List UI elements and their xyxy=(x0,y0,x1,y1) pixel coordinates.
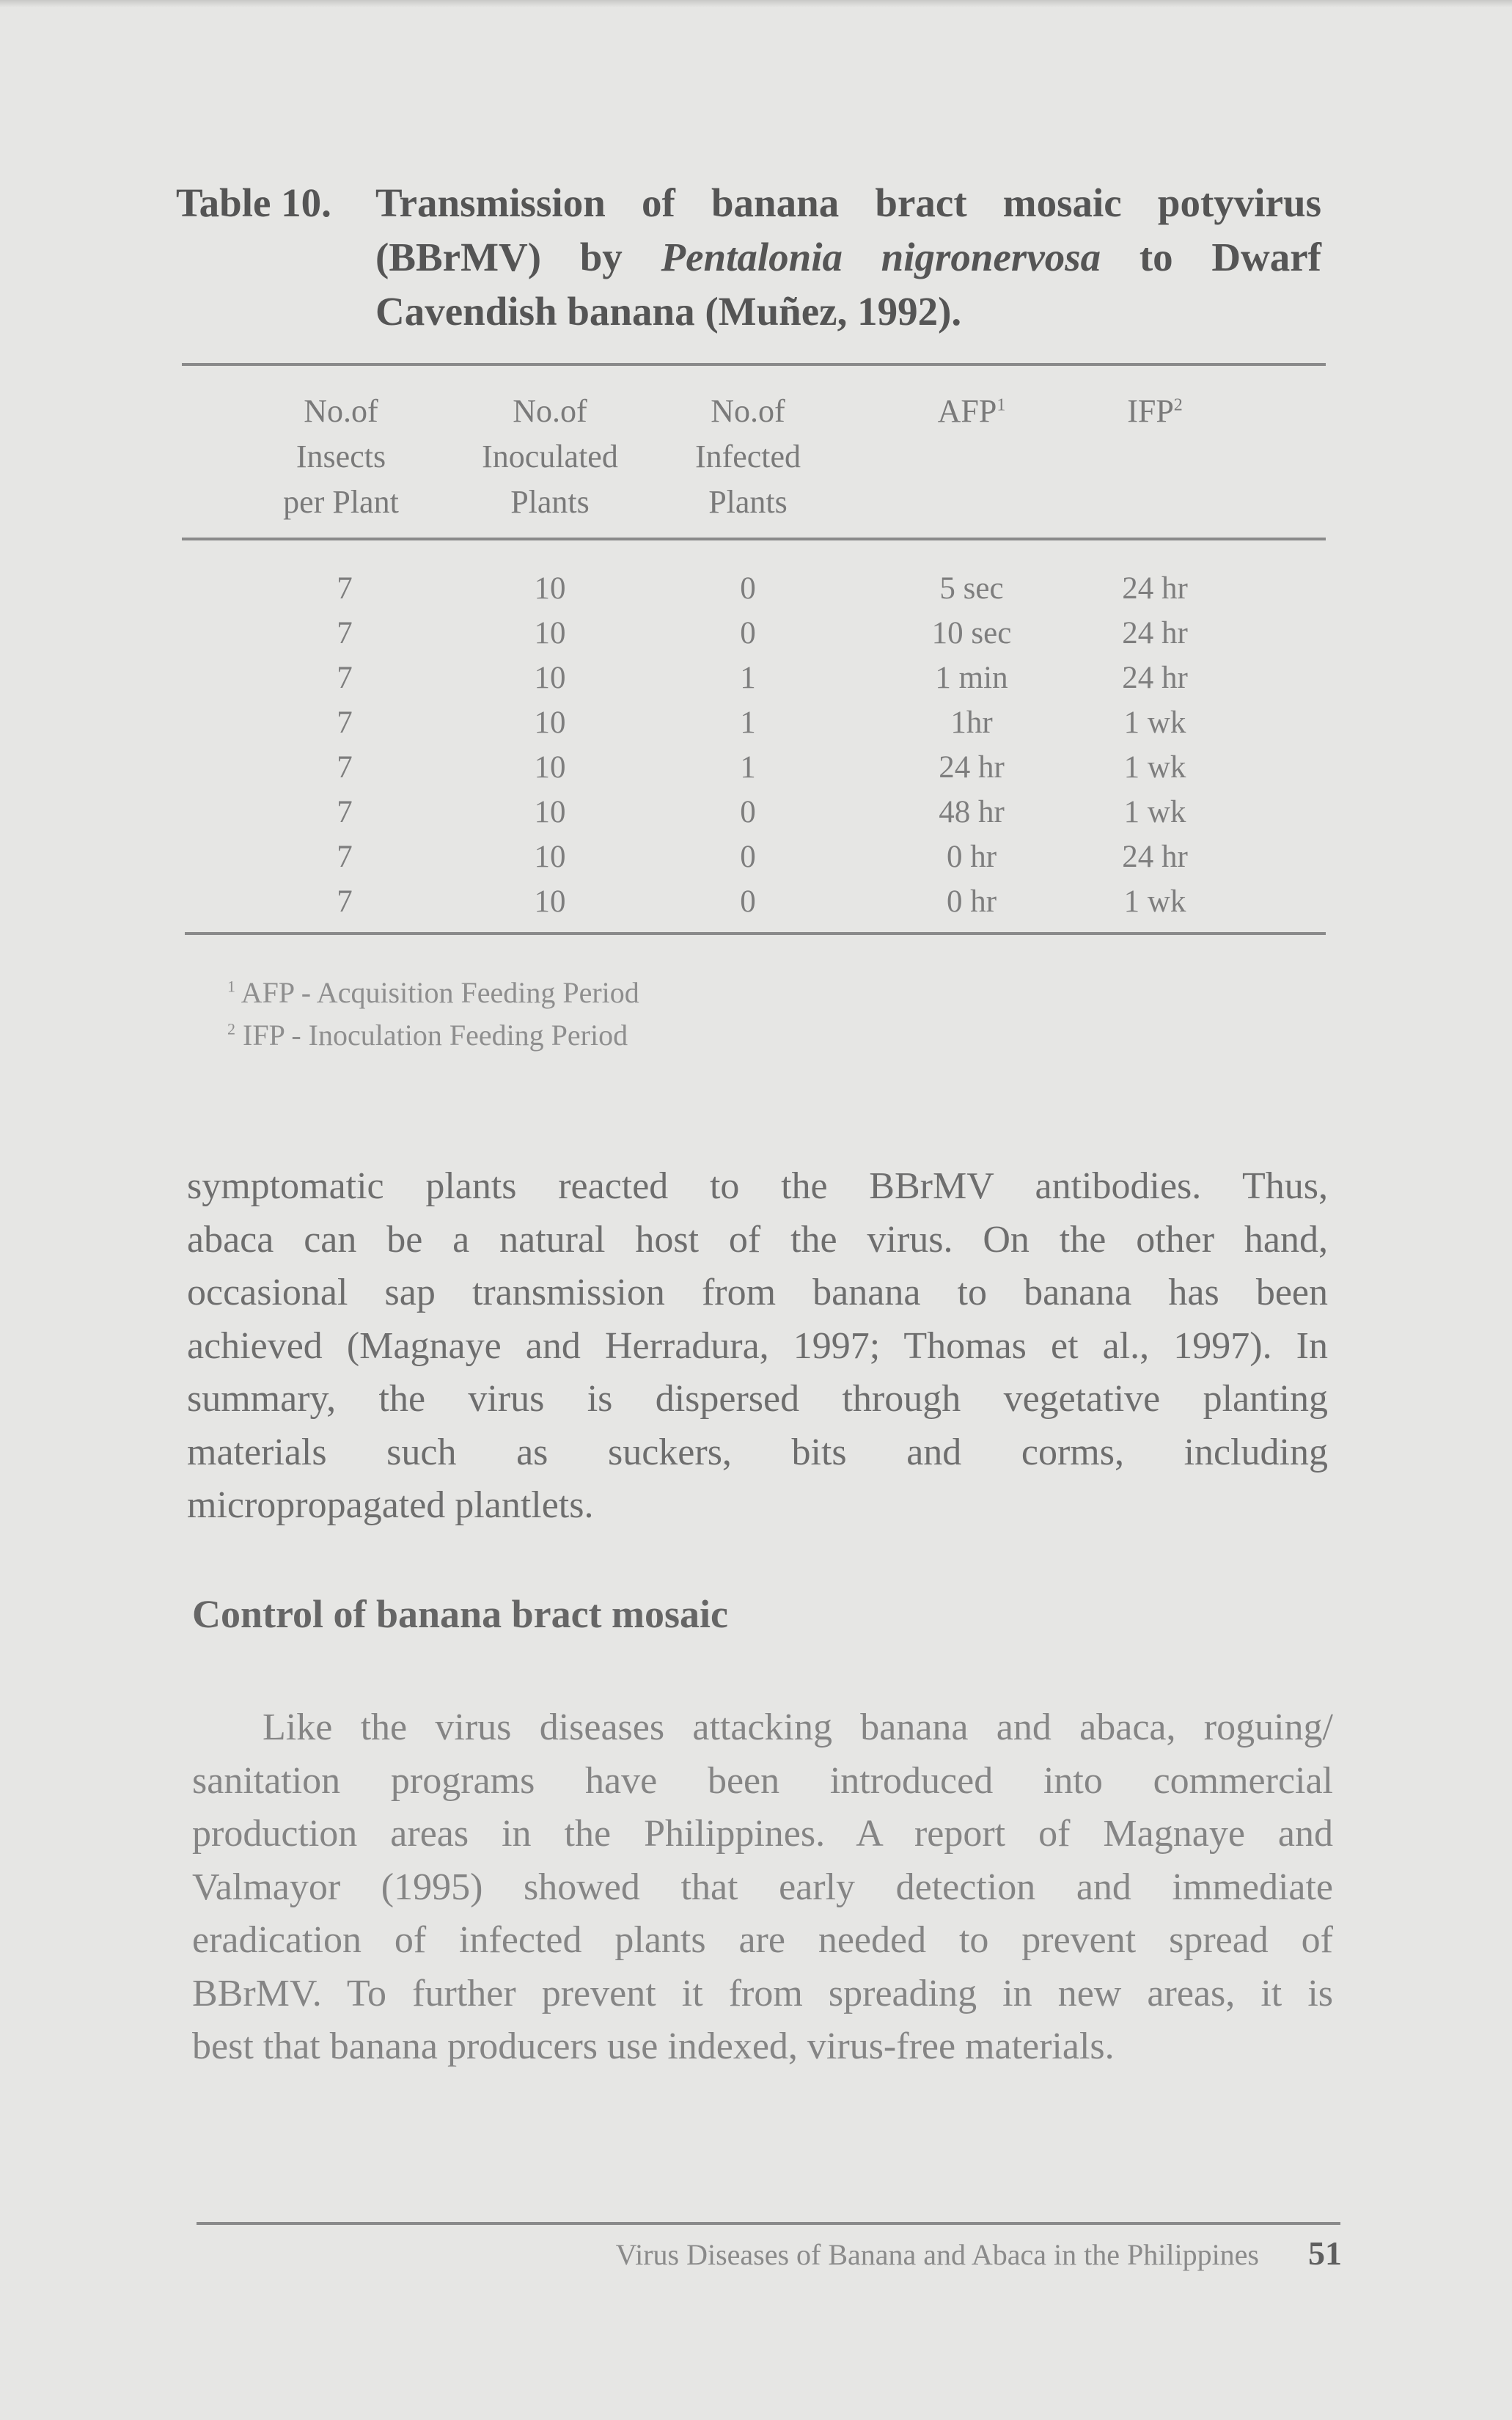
cell-inoculated: 10 xyxy=(534,795,566,829)
cell-insects: 7 xyxy=(337,571,353,606)
caption-line-3: Cavendish banana (Muñez, 1992). xyxy=(375,289,962,334)
table-row xyxy=(0,745,1512,790)
cell-infected: 0 xyxy=(740,795,756,829)
text-line: Like the virus diseases attacking banana and abaca, roguing/ xyxy=(263,1706,1333,1748)
text-line: symptomatic plants reacted to the BBrMV antibodies. Thus, xyxy=(187,1165,1328,1207)
cell-afp: 1hr xyxy=(950,705,993,740)
text-line: occasional sap transmission from banana to banana has been xyxy=(187,1272,1328,1313)
cell-infected: 0 xyxy=(740,840,756,874)
caption-line-2: (BBrMV) by Pentalonia nigronervosa to Dwarf xyxy=(375,235,1321,279)
table-bottom-rule xyxy=(185,932,1326,935)
text-line: best that banana producers use indexed, virus-free materials. xyxy=(192,2025,1115,2067)
cell-ifp: 24 hr xyxy=(1122,571,1188,606)
cell-afp: 24 hr xyxy=(939,750,1005,785)
page-number: 51 xyxy=(1308,2234,1342,2272)
scan-edge-shadow xyxy=(0,0,1512,7)
cell-inoculated: 10 xyxy=(534,840,566,874)
cell-insects: 7 xyxy=(337,750,353,785)
cell-infected: 1 xyxy=(740,705,756,740)
header-infected-plants: No.of Infected Plants xyxy=(694,393,801,520)
cell-afp: 48 hr xyxy=(939,795,1005,829)
table-top-rule xyxy=(182,363,1326,366)
cell-inoculated: 10 xyxy=(534,750,566,785)
cell-insects: 7 xyxy=(337,705,353,740)
text-line: abaca can be a natural host of the virus. On the other hand, xyxy=(187,1218,1328,1261)
cell-afp: 0 hr xyxy=(946,884,997,919)
running-head: Virus Diseases of Banana and Abaca in the Philippines xyxy=(615,2238,1259,2271)
cell-afp: 0 hr xyxy=(946,840,997,874)
cell-ifp: 1 wk xyxy=(1123,795,1186,829)
footnote-afp: $^1$ AFP - Acquisition Feeding Period xyxy=(227,976,639,1009)
cell-infected: 1 xyxy=(740,661,756,695)
table-row xyxy=(0,656,1512,700)
cell-ifp: 1 wk xyxy=(1123,705,1186,740)
table-row xyxy=(0,700,1512,745)
body-paragraph-1 xyxy=(187,1160,1328,1533)
table-row xyxy=(0,879,1512,924)
table-label: Table 10. xyxy=(176,180,331,225)
text-line: eradication of infected plants are needed to prevent spread of xyxy=(192,1919,1333,1961)
text-line: Valmayor (1995) showed that early detection and immediate xyxy=(192,1866,1333,1908)
text-line: micropropagated plantlets. xyxy=(187,1484,594,1526)
section-heading: Control of banana bract mosaic xyxy=(192,1592,729,1636)
text-line: achieved (Magnaye and Herradura, 1997; Thomas et al., 1997). In xyxy=(187,1324,1328,1367)
cell-insects: 7 xyxy=(337,884,353,919)
table-row xyxy=(0,611,1512,656)
table-row xyxy=(0,835,1512,879)
header-afp: AFP$^1$ xyxy=(937,393,1006,429)
species-name: Pentalonia nigronervosa xyxy=(661,235,1101,279)
text-line: production areas in the Philippines. A report of Magnaye and xyxy=(192,1813,1333,1855)
cell-ifp: 24 hr xyxy=(1122,840,1188,874)
cell-insects: 7 xyxy=(337,840,353,874)
footer-rule xyxy=(197,2222,1340,2225)
header-insects-per-plant: No.of Insects per Plant xyxy=(283,393,399,520)
cell-afp: 5 sec xyxy=(939,571,1004,606)
text-line: sanitation programs have been introduced into commercial xyxy=(192,1759,1333,1802)
cell-inoculated: 10 xyxy=(534,616,566,650)
cell-insects: 7 xyxy=(337,661,353,695)
cell-insects: 7 xyxy=(337,616,353,650)
cell-insects: 7 xyxy=(337,795,353,829)
table-row xyxy=(0,790,1512,835)
caption-line-1: Transmission of banana bract mosaic potyvirus xyxy=(375,180,1321,225)
text-line: summary, the virus is dispersed through vegetative planting xyxy=(187,1378,1328,1420)
table-header-rule xyxy=(182,538,1326,540)
cell-afp: 10 sec xyxy=(931,616,1012,650)
cell-inoculated: 10 xyxy=(534,571,566,606)
cell-infected: 0 xyxy=(740,571,756,606)
table-title xyxy=(375,176,1321,339)
page-footer xyxy=(0,2229,1512,2281)
cell-infected: 0 xyxy=(740,884,756,919)
cell-ifp: 24 hr xyxy=(1122,661,1188,695)
header-inoculated-plants: No.of Inoculated Plants xyxy=(482,393,618,520)
cell-inoculated: 10 xyxy=(534,661,566,695)
header-ifp: IFP$^2$ xyxy=(1127,393,1183,429)
body-paragraph-2 xyxy=(192,1701,1333,2074)
cell-inoculated: 10 xyxy=(534,884,566,919)
table-footnotes xyxy=(227,972,639,1057)
cell-ifp: 24 hr xyxy=(1122,616,1188,650)
table-row xyxy=(0,566,1512,611)
cell-infected: 0 xyxy=(740,616,756,650)
cell-ifp: 1 wk xyxy=(1123,750,1186,785)
cell-ifp: 1 wk xyxy=(1123,884,1186,919)
footnote-ifp: $^2$ IFP - Inoculation Feeding Period xyxy=(227,1019,628,1052)
cell-infected: 1 xyxy=(740,750,756,785)
cell-afp: 1 min xyxy=(935,661,1008,695)
text-line: BBrMV. To further prevent it from spreading in new areas, it is xyxy=(192,1972,1333,2014)
text-line: materials such as suckers, bits and corms, including xyxy=(187,1431,1328,1473)
cell-inoculated: 10 xyxy=(534,705,566,740)
